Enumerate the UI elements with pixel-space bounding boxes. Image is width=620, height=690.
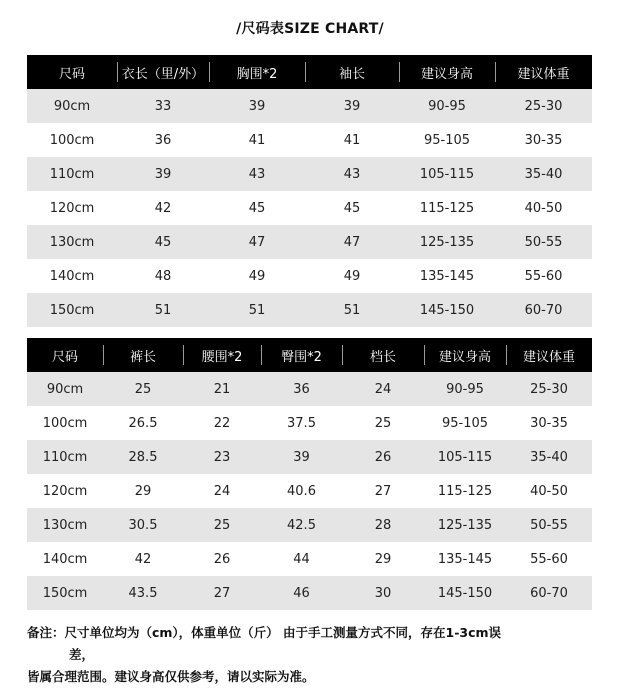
table-cell: 27 [342,474,424,508]
table-header-row [27,338,592,372]
table-row [27,406,592,440]
table-cell: 29 [342,542,424,576]
table-cell: 100cm [27,406,103,440]
table-cell: 28 [342,508,424,542]
table-cell: 90-95 [424,372,506,406]
table-row [27,372,592,406]
table-cell: 140cm [27,259,117,293]
table-cell: 45 [305,191,399,225]
table-cell: 90cm [27,89,117,123]
table-cell: 43.5 [103,576,183,610]
table-cell: 49 [209,259,305,293]
table-row [27,576,592,610]
table-row [27,508,592,542]
table-cell: 42.5 [261,508,342,542]
table-cell: 135-145 [399,259,495,293]
header-height: 建议身高 [399,55,495,89]
table-cell: 140cm [27,542,103,576]
table-cell: 95-105 [399,123,495,157]
table-cell: 28.5 [103,440,183,474]
table-cell: 60-70 [495,293,592,327]
table-cell: 115-125 [424,474,506,508]
table-row [27,542,592,576]
table-cell: 24 [342,372,424,406]
table-cell: 26 [342,440,424,474]
table-cell: 25 [103,372,183,406]
table-cell: 90cm [27,372,103,406]
table-cell: 51 [117,293,209,327]
table-cell: 100cm [27,123,117,157]
header-size: 尺码 [27,338,103,372]
table-cell: 22 [183,406,261,440]
table-header-row [27,55,592,89]
table-cell: 21 [183,372,261,406]
table-cell: 115-125 [399,191,495,225]
table-cell: 37.5 [261,406,342,440]
table-cell: 51 [209,293,305,327]
table-cell: 24 [183,474,261,508]
table-cell: 40-50 [495,191,592,225]
header-hip: 臀围*2 [261,338,342,372]
header-sleeve: 袖长 [305,55,399,89]
table-cell: 30-35 [495,123,592,157]
table-cell: 27 [183,576,261,610]
header-rise: 档长 [342,338,424,372]
table-row [27,225,592,259]
table-cell: 43 [305,157,399,191]
top-size-table [27,55,592,327]
table-cell: 36 [117,123,209,157]
table-cell: 55-60 [495,259,592,293]
table-cell: 40.6 [261,474,342,508]
table-cell: 25 [183,508,261,542]
note-line: 备注：尺寸单位均为（cm），体重单位（斤） 由于手工测量方式不同，存在1-3cm误 [27,625,502,640]
table-cell: 130cm [27,508,103,542]
table-row [27,123,592,157]
note-line: 差， [69,647,95,662]
table-cell: 145-150 [399,293,495,327]
table-cell: 35-40 [506,440,592,474]
table-cell: 26 [183,542,261,576]
table-cell: 55-60 [506,542,592,576]
table-cell: 125-135 [424,508,506,542]
table-cell: 95-105 [424,406,506,440]
table-cell: 42 [103,542,183,576]
table-row [27,474,592,508]
table-cell: 26.5 [103,406,183,440]
table-row [27,440,592,474]
table-cell: 50-55 [495,225,592,259]
table-cell: 150cm [27,293,117,327]
bottom-size-table [27,338,592,610]
header-pants-length: 裤长 [103,338,183,372]
note-line: 皆属合理范围。建议身高仅供参考，请以实际为准。 [27,669,315,684]
table-cell: 49 [305,259,399,293]
table-cell: 43 [209,157,305,191]
table-row [27,293,592,327]
table-cell: 35-40 [495,157,592,191]
table-cell: 120cm [27,474,103,508]
table-row [27,89,592,123]
table-row [27,259,592,293]
table-cell: 41 [305,123,399,157]
table-cell: 45 [209,191,305,225]
table-cell: 39 [305,89,399,123]
table-cell: 39 [117,157,209,191]
table-cell: 45 [117,225,209,259]
header-weight: 建议体重 [506,338,592,372]
header-waist: 腰围*2 [183,338,261,372]
table-cell: 47 [305,225,399,259]
table-cell: 120cm [27,191,117,225]
table-cell: 41 [209,123,305,157]
table-cell: 60-70 [506,576,592,610]
table-cell: 51 [305,293,399,327]
header-length: 衣长（里/外） [117,55,209,89]
table-cell: 33 [117,89,209,123]
table-cell: 23 [183,440,261,474]
table-cell: 44 [261,542,342,576]
table-cell: 36 [261,372,342,406]
table-cell: 47 [209,225,305,259]
table-cell: 90-95 [399,89,495,123]
table-cell: 145-150 [424,576,506,610]
table-cell: 105-115 [399,157,495,191]
table-cell: 46 [261,576,342,610]
header-height: 建议身高 [424,338,506,372]
table-cell: 110cm [27,157,117,191]
table-cell: 105-115 [424,440,506,474]
header-weight: 建议体重 [495,55,592,89]
table-cell: 125-135 [399,225,495,259]
table-cell: 40-50 [506,474,592,508]
table-cell: 30 [342,576,424,610]
size-chart-title: /尺码表SIZE CHART/ [236,21,384,37]
table-cell: 110cm [27,440,103,474]
table-cell: 25-30 [495,89,592,123]
table-cell: 150cm [27,576,103,610]
table-row [27,157,592,191]
table-cell: 130cm [27,225,117,259]
table-cell: 48 [117,259,209,293]
table-cell: 135-145 [424,542,506,576]
table-cell: 42 [117,191,209,225]
header-size: 尺码 [27,55,117,89]
size-note [27,622,597,688]
table-cell: 39 [209,89,305,123]
table-cell: 39 [261,440,342,474]
table-cell: 29 [103,474,183,508]
table-cell: 50-55 [506,508,592,542]
header-chest: 胸围*2 [209,55,305,89]
table-cell: 25 [342,406,424,440]
table-cell: 30-35 [506,406,592,440]
table-cell: 25-30 [506,372,592,406]
table-row [27,191,592,225]
table-cell: 30.5 [103,508,183,542]
